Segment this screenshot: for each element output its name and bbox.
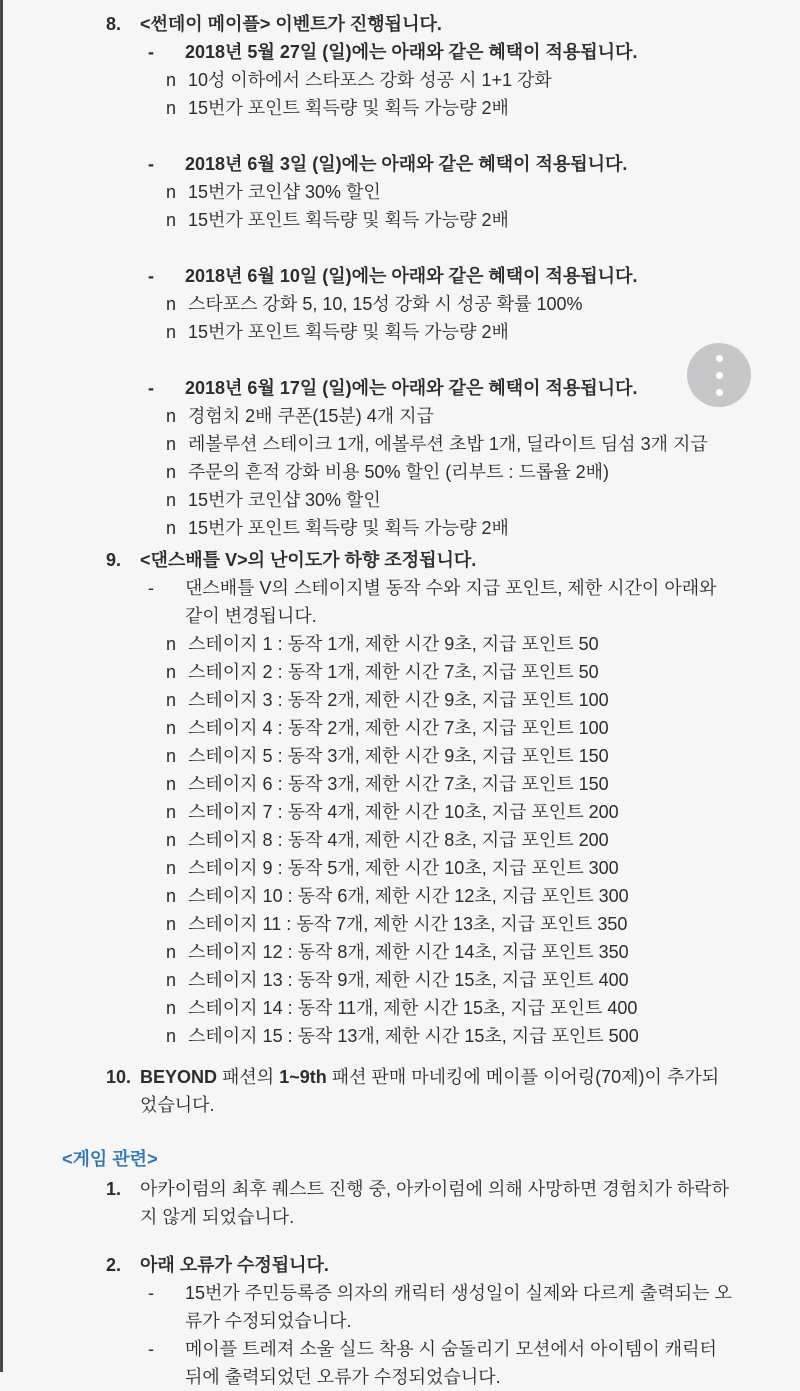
stage-item (0, 882, 735, 910)
stage-text: 스테이지 11 : 동작 7개, 제한 시간 13초, 지급 포인트 350 (188, 914, 628, 934)
benefit-item (0, 66, 735, 94)
square-bullet-marker: n (166, 70, 177, 90)
dash-marker: - (148, 378, 154, 398)
benefit-item (0, 178, 735, 206)
square-bullet-marker: n (166, 210, 177, 230)
stage-item (0, 1022, 735, 1050)
stage-item (0, 994, 735, 1022)
stage-item (0, 798, 735, 826)
square-bullet-marker: n (166, 690, 177, 710)
dash-marker: - (148, 1339, 154, 1359)
list-number: 8. (106, 14, 122, 34)
stage-text: 스테이지 3 : 동작 2개, 제한 시간 9초, 지급 포인트 100 (188, 690, 609, 710)
stage-item (0, 770, 735, 798)
benefit-item (0, 514, 735, 542)
stage-text: 스테이지 8 : 동작 4개, 제한 시간 8초, 지급 포인트 200 (188, 830, 609, 850)
list-number: 9. (106, 550, 122, 570)
benefit-item (0, 402, 735, 430)
square-bullet-marker: n (166, 998, 177, 1018)
square-bullet-marker: n (166, 518, 177, 538)
stage-text: 스테이지 6 : 동작 3개, 제한 시간 7초, 지급 포인트 150 (188, 774, 609, 794)
stage-item (0, 658, 735, 686)
stage-item (0, 630, 735, 658)
dash-marker: - (148, 578, 154, 598)
square-bullet-marker: n (166, 886, 177, 906)
item-10-regular-segment: 패션의 (217, 1067, 280, 1087)
square-bullet-marker: n (166, 802, 177, 822)
benefit-date-text: 2018년 5월 27일 (일)에는 아래와 같은 혜택이 적용됩니다. (185, 42, 638, 62)
bug-fix-item (0, 1335, 735, 1391)
patch-item-9-title (0, 546, 735, 574)
benefit-item (0, 430, 735, 458)
item-10-regular-segment: 패션 판매 마네킹에 메이플 이어링(70제)이 추가되었습니다. (140, 1067, 720, 1115)
benefit-text: 15번가 코인샵 30% 할인 (188, 490, 381, 510)
game-item-1 (0, 1175, 735, 1231)
more-options-button[interactable] (687, 343, 751, 407)
stage-text: 스테이지 15 : 동작 13개, 제한 시간 15초, 지급 포인트 500 (188, 1026, 639, 1046)
dash-marker: - (148, 266, 154, 286)
dash-marker: - (148, 1283, 154, 1303)
stage-text: 스테이지 2 : 동작 1개, 제한 시간 7초, 지급 포인트 50 (188, 662, 599, 682)
benefit-text: 경험치 2배 쿠폰(15분) 4개 지급 (188, 406, 434, 426)
stage-item (0, 714, 735, 742)
square-bullet-marker: n (166, 970, 177, 990)
square-bullet-marker: n (166, 406, 177, 426)
benefit-text: 15번가 포인트 획득량 및 획득 가능량 2배 (188, 322, 509, 342)
square-bullet-marker: n (166, 718, 177, 738)
benefit-item (0, 290, 735, 318)
square-bullet-marker: n (166, 634, 177, 654)
game-item-1-text: 아카이럼의 최후 퀘스트 진행 중, 아카이럼에 의해 사망하면 경험치가 하락하지 않게 되었습니다. (140, 1179, 730, 1227)
section-title: <댄스배틀 V>의 난이도가 하향 조정됩니다. (140, 550, 477, 570)
benefit-item (0, 318, 735, 346)
benefit-text: 15번가 포인트 획득량 및 획득 가능량 2배 (188, 98, 509, 118)
game-section-heading: <게임 관련> (62, 1149, 158, 1169)
stage-text: 스테이지 12 : 동작 8개, 제한 시간 14초, 지급 포인트 350 (188, 942, 629, 962)
benefit-text: 주문의 흔적 강화 비용 50% 할인 (리부트 : 드롭율 2배) (188, 462, 610, 482)
square-bullet-marker: n (166, 830, 177, 850)
benefit-date-text: 2018년 6월 3일 (일)에는 아래와 같은 혜택이 적용됩니다. (185, 154, 628, 174)
item-10-bold-segment: 1~9th (279, 1067, 327, 1087)
square-bullet-marker: n (166, 914, 177, 934)
description-text: 댄스배틀 V의 스테이지별 동작 수와 지급 포인트, 제한 시간이 아래와 같이 변경됩니다. (185, 578, 717, 626)
benefit-text: 15번가 코인샵 30% 할인 (188, 182, 381, 202)
stage-text: 스테이지 5 : 동작 3개, 제한 시간 9초, 지급 포인트 150 (188, 746, 609, 766)
benefit-date-text: 2018년 6월 17일 (일)에는 아래와 같은 혜택이 적용됩니다. (185, 378, 638, 398)
stage-text: 스테이지 1 : 동작 1개, 제한 시간 9초, 지급 포인트 50 (188, 634, 599, 654)
square-bullet-marker: n (166, 774, 177, 794)
patch-item-10 (0, 1063, 735, 1119)
benefit-text: 레볼루션 스테이크 1개, 에볼루션 초밥 1개, 딜라이트 딤섬 3개 지급 (188, 434, 708, 454)
list-number: 1. (106, 1179, 122, 1199)
dash-marker: - (148, 42, 154, 62)
benefit-item (0, 94, 735, 122)
benefit-text: 스타포스 강화 5, 10, 15성 강화 시 성공 확률 100% (188, 294, 583, 314)
bug-fix-item (0, 1279, 735, 1335)
stage-text: 스테이지 4 : 동작 2개, 제한 시간 7초, 지급 포인트 100 (188, 718, 609, 738)
benefit-text: 15번가 포인트 획득량 및 획득 가능량 2배 (188, 518, 509, 538)
square-bullet-marker: n (166, 434, 177, 454)
square-bullet-marker: n (166, 746, 177, 766)
square-bullet-marker: n (166, 182, 177, 202)
square-bullet-marker: n (166, 662, 177, 682)
game-item-2-title (0, 1251, 735, 1279)
patch-item-8-title (0, 10, 735, 38)
square-bullet-marker: n (166, 322, 177, 342)
stage-text: 스테이지 14 : 동작 11개, 제한 시간 15초, 지급 포인트 400 (188, 998, 638, 1018)
benefit-item (0, 486, 735, 514)
stage-text: 스테이지 13 : 동작 9개, 제한 시간 15초, 지급 포인트 400 (188, 970, 629, 990)
square-bullet-marker: n (166, 858, 177, 878)
bug-fix-text: 15번가 주민등록증 의자의 캐릭터 생성일이 실제와 다르게 출력되는 오류가 수정되었습니다. (185, 1283, 732, 1331)
benefit-text: 10성 이하에서 스타포스 강화 성공 시 1+1 강화 (188, 70, 552, 90)
list-number: 2. (106, 1255, 122, 1275)
stage-text: 스테이지 9 : 동작 5개, 제한 시간 10초, 지급 포인트 300 (188, 858, 619, 878)
square-bullet-marker: n (166, 942, 177, 962)
vertical-ellipsis-icon (716, 355, 723, 396)
stage-item (0, 966, 735, 994)
stage-item (0, 854, 735, 882)
square-bullet-marker: n (166, 98, 177, 118)
stage-change-description (0, 574, 735, 630)
stage-text: 스테이지 7 : 동작 4개, 제한 시간 10초, 지급 포인트 200 (188, 802, 619, 822)
benefit-date (0, 262, 735, 290)
stage-item (0, 910, 735, 938)
benefit-date (0, 374, 735, 402)
square-bullet-marker: n (166, 462, 177, 482)
list-number: 10. (106, 1067, 132, 1087)
dash-marker: - (148, 154, 154, 174)
square-bullet-marker: n (166, 294, 177, 314)
square-bullet-marker: n (166, 1026, 177, 1046)
stage-item (0, 742, 735, 770)
game-item-2-title-text: 아래 오류가 수정됩니다. (140, 1255, 329, 1275)
benefit-date (0, 38, 735, 66)
benefit-item (0, 206, 735, 234)
square-bullet-marker: n (166, 490, 177, 510)
benefit-text: 15번가 포인트 획득량 및 획득 가능량 2배 (188, 210, 509, 230)
stage-item (0, 826, 735, 854)
benefit-item (0, 458, 735, 486)
bug-fix-text: 메이플 트레져 소울 실드 착용 시 숨돌리기 모션에서 아이템이 캐릭터 뒤에 출력되었던 오류가 수정되었습니다. (185, 1339, 717, 1387)
benefit-date-text: 2018년 6월 10일 (일)에는 아래와 같은 혜택이 적용됩니다. (185, 266, 638, 286)
section-title: <썬데이 메이플> 이벤트가 진행됩니다. (140, 14, 442, 34)
stage-text: 스테이지 10 : 동작 6개, 제한 시간 12초, 지급 포인트 300 (188, 886, 629, 906)
stage-item (0, 938, 735, 966)
stage-item (0, 686, 735, 714)
benefit-date (0, 150, 735, 178)
item-10-text (140, 1063, 735, 1119)
item-10-bold-segment: BEYOND (140, 1067, 218, 1087)
